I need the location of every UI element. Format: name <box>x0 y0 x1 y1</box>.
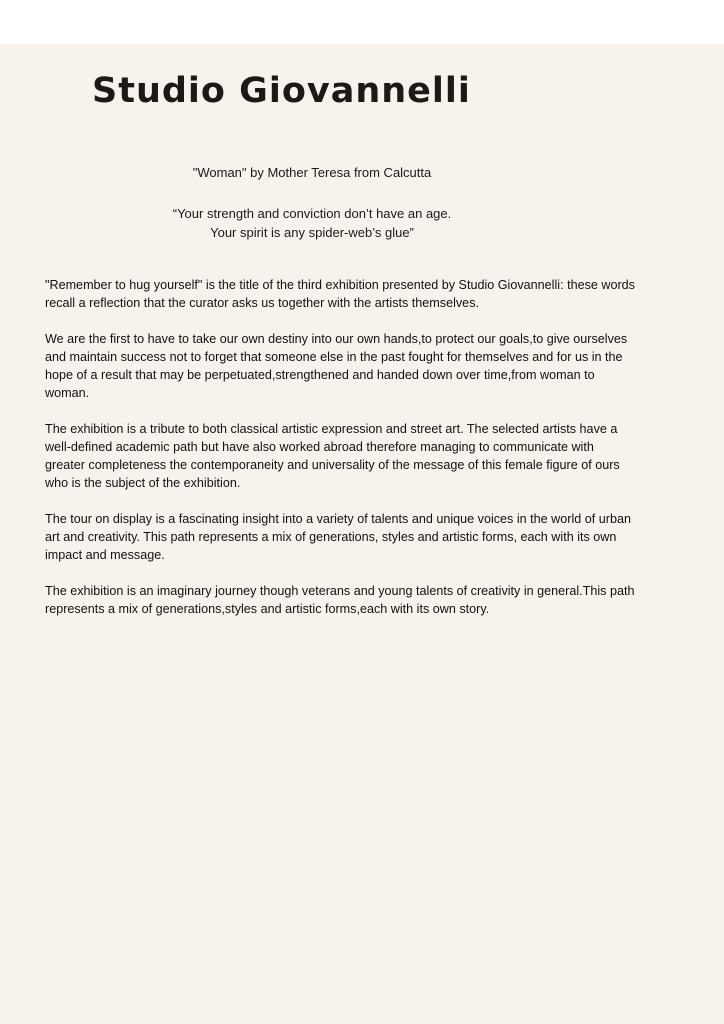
paragraph: The tour on display is a fascinating insight into a variety of talents and unique voices in the world of urban art and creativity. This path represents a mix of generations, styles and artistic forms, each with its own impact and message. <box>45 512 631 562</box>
body-text <box>45 276 635 636</box>
poem-quote <box>0 204 624 242</box>
poem-credit: "Woman" by Mother Teresa from Calcutta <box>192 165 432 180</box>
paragraph: The exhibition is an imaginary journey though veterans and young talents of creativity in general.This path represents a mix of generations,styles and artistic forms,each with its own story. <box>45 584 635 616</box>
poem-line: Your spirit is any spider-web’s glue” <box>210 225 414 240</box>
document-page <box>0 44 724 1024</box>
poem-line: “Your strength and conviction don’t have an age. <box>172 206 452 221</box>
paragraph: "Remember to hug yourself" is the title of the third exhibition presented by Studio Giovannelli: these words recall a reflection that the curator asks us together with the artists themselves. <box>45 278 635 310</box>
paragraph: The exhibition is a tribute to both classical artistic expression and street art. The selected artists have a well-defined academic path but have also worked abroad therefore managing to communicate with greater completeness the contemporaneity and universality of the message of this female figure of ours who is the subject of the exhibition. <box>45 422 620 490</box>
page-title: Studio Giovannelli <box>92 71 471 111</box>
paragraph: We are the first to have to take our own destiny into our own hands,to protect our goals,to give ourselves and maintain success not to forget that someone else in the past fought for themselves and for us in the hope of a result that may be perpetuated,strengthened and handed down over time,from woman to woman. <box>45 332 628 400</box>
